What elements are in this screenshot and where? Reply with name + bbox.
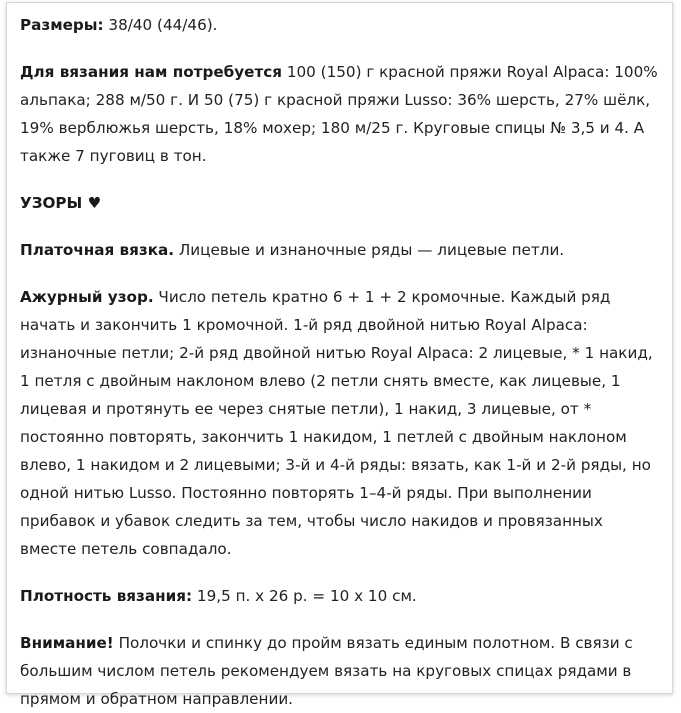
materials-paragraph [20,58,662,170]
lace-label: Ажурный узор. [20,288,154,306]
patterns-heading: УЗОРЫ ♥ [20,194,102,212]
materials-label: Для вязания нам потребуется [20,63,283,81]
materials-text: 100 (150) г красной пряжи Royal Alpaca: 100% альпака; 288 м/50 г. И 50 (75) г красной пряжи Lusso: 36% шерсть, 27% шёлк, 19% верблюжья шерсть, 18% мохер; 180 м/25 г. Круговые спицы № 3,5 и 4. А также 7 пуговиц в тон. [20,63,658,165]
garter-paragraph [20,236,662,264]
article-frame [6,2,673,708]
patterns-heading-paragraph [20,189,662,217]
attention-paragraph [20,629,662,713]
sizes-paragraph [20,11,662,39]
lace-paragraph [20,283,662,563]
lace-text: Число петель кратно 6 + 1 + 2 кромочные. Каждый ряд начать и закончить 1 кромочной. 1-й ряд двойной нитью Royal Alpaca: изнаночные петли; 2-й ряд двойной нитью Royal Alpaca: 2 лицевые, * 1 накид, 1 петля с двойным наклоном влево (2 петли снять вместе, как лицевые, 1 лицевая и протянуть ее через снятые петли), 1 накид, 3 лицевые, от * постоянно повторять, закончить 1 накидом, 1 петлей с двойным наклоном влево, 1 накидом и 2 лицевыми; 3-й и 4-й ряды: вязать, как 1-й и 2-й ряды, но одной нитью Lusso. Постоянно повторять 1–4-й ряды. При выполнении прибавок и убавок следить за тем, чтобы число накидов и провязанных вместе петель совпадало. [20,288,653,558]
sizes-label: Размеры: [20,16,104,34]
gauge-label: Плотность вязания: [20,587,193,605]
article-body [20,11,662,713]
gauge-paragraph [20,582,662,610]
attention-label: Внимание! [20,634,114,652]
gauge-text: 19,5 п. х 26 р. = 10 х 10 см. [192,587,417,605]
sizes-text: 38/40 (44/46). [103,16,218,34]
garter-label: Платочная вязка. [20,241,175,259]
garter-text: Лицевые и изнаночные ряды — лицевые петли. [174,241,565,259]
attention-text: Полочки и спинку до пройм вязать единым полотном. В связи с большим числом петель рекомендуем вязать на круговых спицах рядами в прямом и обратном направлении. [20,634,633,708]
